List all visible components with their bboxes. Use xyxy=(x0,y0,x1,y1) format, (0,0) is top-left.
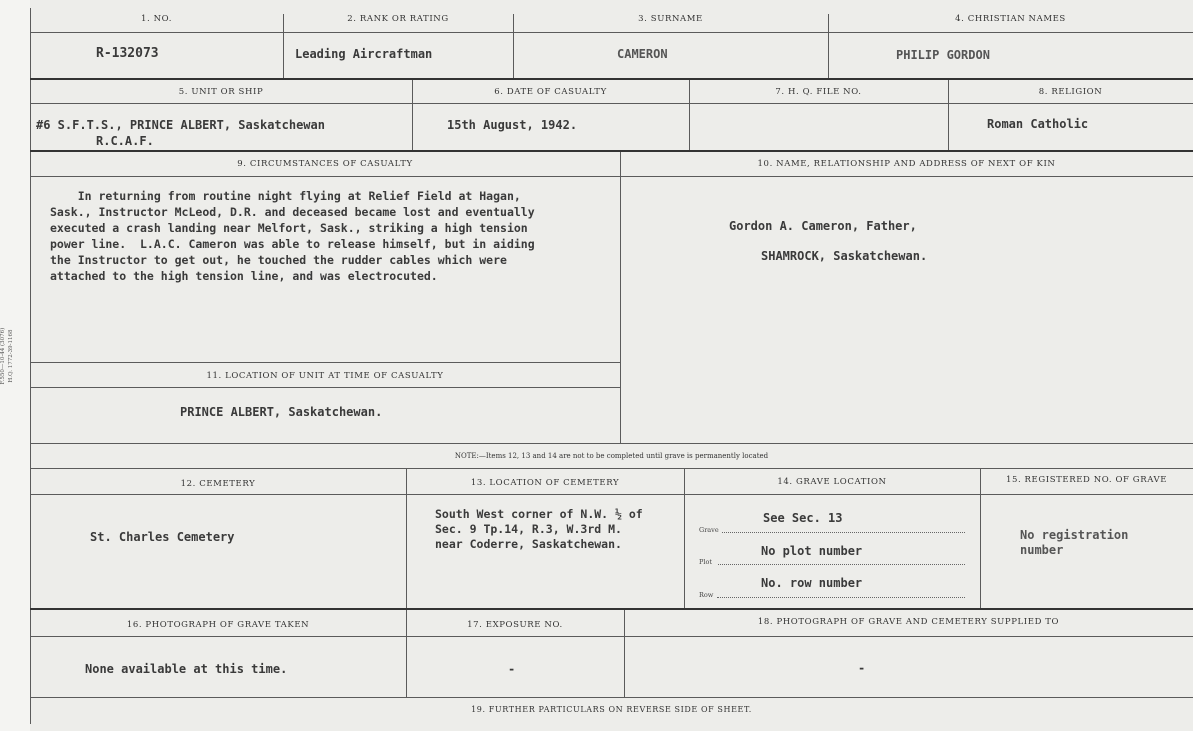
plot-value: No plot number xyxy=(761,544,863,558)
plot-label: Plot xyxy=(699,558,712,566)
header-next-of-kin: 10. NAME, RELATIONSHIP AND ADDRESS OF NEXT OF KIN xyxy=(757,159,1056,169)
header-grave-location: 14. GRAVE LOCATION xyxy=(777,477,887,487)
header-photograph-supplied: 18. PHOTOGRAPH OF GRAVE AND CEMETERY SUPPLIED TO xyxy=(757,617,1060,627)
rank-value: Leading Aircraftman xyxy=(295,47,433,61)
grave-value: See Sec. 13 xyxy=(763,511,843,525)
header-circumstances: 9. CIRCUMSTANCES OF CASUALTY xyxy=(237,159,413,169)
header-religion: 8. RELIGION xyxy=(1038,87,1103,97)
cemetery-value: St. Charles Cemetery xyxy=(90,530,235,544)
row-value: No. row number xyxy=(761,576,863,590)
form-left-border xyxy=(30,8,31,724)
surname-value: CAMERON xyxy=(617,47,668,61)
header-rank: 2. RANK OR RATING xyxy=(347,14,449,24)
header-registered-no: 15. REGISTERED NO. OF GRAVE xyxy=(1005,475,1168,485)
registered-no-value: No registration number xyxy=(1020,528,1129,557)
header-date: 6. DATE OF CASUALTY xyxy=(494,87,607,97)
note-text: NOTE:—Items 12, 13 and 14 are not to be completed until grave is permanently located xyxy=(454,452,769,460)
header-hq-file: 7. H. Q. FILE NO. xyxy=(775,87,862,97)
further-particulars-note: 19. FURTHER PARTICULARS ON REVERSE SIDE OF SHEET. xyxy=(471,705,752,714)
header-cemetery: 12. CEMETERY xyxy=(180,479,256,489)
margin-form-number: F.550—10-44 (3076) H.Q. 1772-39-1168 xyxy=(0,327,14,385)
header-surname: 3. SURNAME xyxy=(638,14,703,24)
photograph-taken-value: None available at this time. xyxy=(85,662,288,676)
circumstances-text: In returning from routine night flying at Relief Field at Hagan, Sask., Instructor McLeod, D.R. and deceased became lost and eventually executed a crash landing near Melfort, Sask., striking a high tension power line. L.A.C. Cameron was able to release himself, but in aiding the Instructor to get out, he touched the rudder cables which were attached to the high tension line, and was electrocuted. xyxy=(50,189,535,283)
next-of-kin-name: Gordon A. Cameron, Father, xyxy=(729,219,917,233)
cemetery-location-value: South West corner of N.W. ½ of Sec. 9 Tp.14, R.3, W.3rd M. near Coderre, Saskatchewan. xyxy=(435,507,643,551)
religion-value: Roman Catholic xyxy=(987,117,1089,131)
header-unit: 5. UNIT OR SHIP xyxy=(178,87,264,97)
photograph-supplied-value: - xyxy=(858,661,866,675)
unit-value-line2: R.C.A.F. xyxy=(96,134,154,148)
header-christian-names: 4. CHRISTIAN NAMES xyxy=(955,14,1066,24)
header-photograph-taken: 16. PHOTOGRAPH OF GRAVE TAKEN xyxy=(126,620,310,630)
exposure-no-value: - xyxy=(508,662,516,676)
date-value: 15th August, 1942. xyxy=(447,118,578,132)
unit-value: #6 S.F.T.S., PRINCE ALBERT, Saskatchewan xyxy=(36,118,325,132)
header-exposure-no: 17. EXPOSURE NO. xyxy=(467,620,563,630)
grave-label: Grave xyxy=(699,526,719,534)
christian-names-value: PHILIP GORDON xyxy=(896,48,990,62)
header-no: 1. NO. xyxy=(140,14,173,24)
header-cemetery-location: 13. LOCATION OF CEMETERY xyxy=(470,478,620,488)
service-number: R-132073 xyxy=(96,46,159,61)
row-label: Row xyxy=(699,591,714,599)
header-location-of-unit: 11. LOCATION OF UNIT AT TIME OF CASUALTY xyxy=(206,371,444,381)
location-of-unit-value: PRINCE ALBERT, Saskatchewan. xyxy=(180,405,383,419)
next-of-kin-address: SHAMROCK, Saskatchewan. xyxy=(761,249,928,263)
